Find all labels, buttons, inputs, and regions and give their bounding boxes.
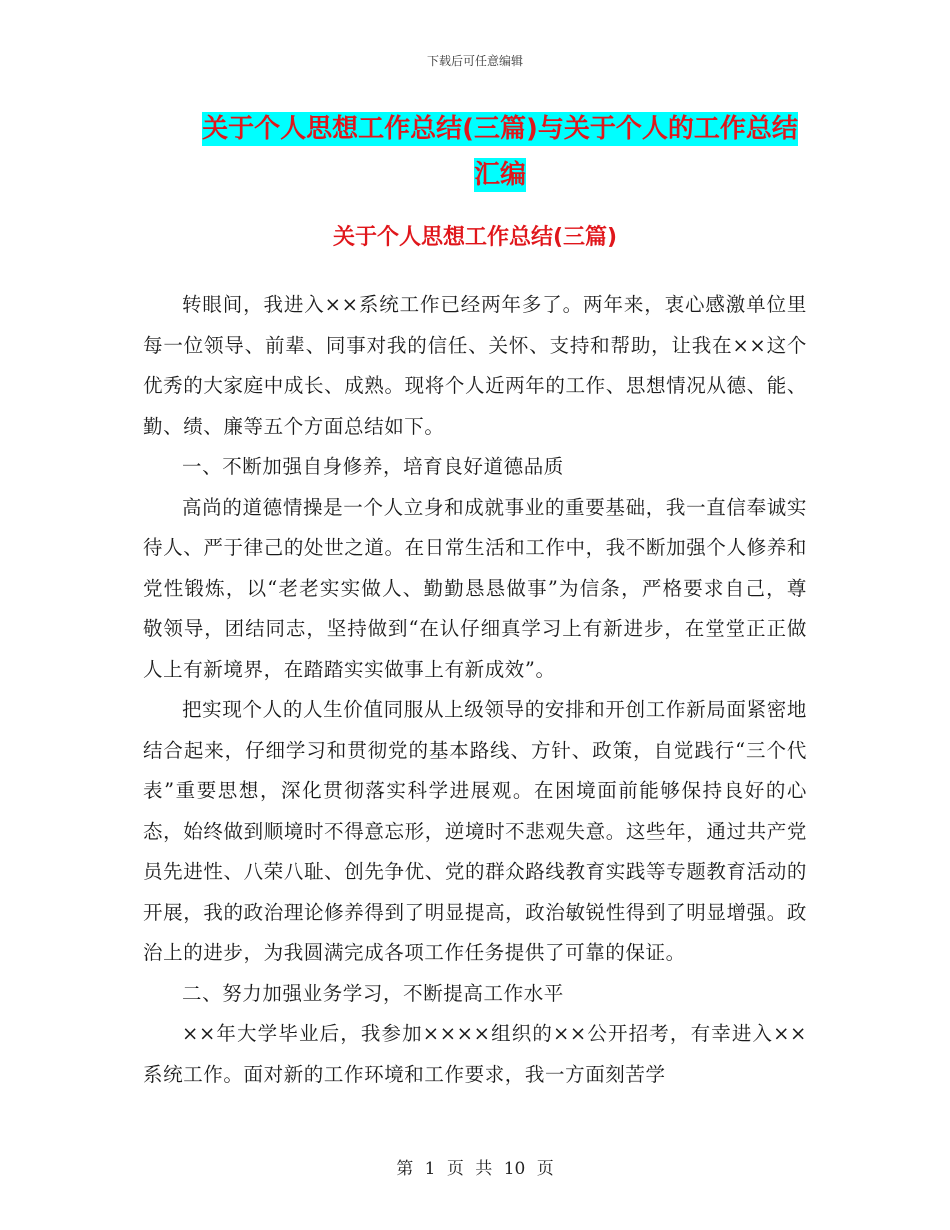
paragraph-study: ××年大学毕业后，我参加××××组织的××公开招考，有幸进入××系统工作。面对新的工作环境和工作要求，我一方面刻苦学 [143, 1022, 807, 1086]
document-main-title [140, 106, 860, 198]
document-body [143, 285, 807, 1095]
section-title: 关于个人思想工作总结(三篇) [332, 225, 618, 250]
page-footer: 第 1 页 共 10 页 [396, 1159, 554, 1179]
header-note: 下载后可任意编辑 [426, 54, 523, 68]
heading-section-1: 一、不断加强自身修养，培育良好道德品质 [182, 455, 564, 478]
paragraph-morality: 高尚的道德情操是一个人立身和成就事业的重要基础，我一直信奉诚实待人、严于律己的处世之道。在日常生活和工作中，我不断加强个人修养和党性锻炼，以“老老实实做人、勤勤恳恳做事”为信条，严格要求自己，尊敬领导，团结同志，坚持做到“在认仔细真学习上有新进步，在堂堂正正做人上有新境界，在踏踏实实做事上有新成效”。 [143, 495, 807, 681]
paragraph-politics: 把实现个人的人生价值同服从上级领导的安排和开创工作新局面紧密地结合起来，仔细学习和贯彻党的基本路线、方针、政策，自觉践行“三个代表”重要思想，深化贯彻落实科学进展观。在困境面前能够保持良好的心态，始终做到顺境时不得意忘形，逆境时不悲观失意。这些年，通过共产党员先进性、八荣八耻、创先争优、党的群众路线教育实践等专题教育活动的开展，我的政治理论修养得到了明显提高，政治敏锐性得到了明显增强。政治上的进步，为我圆满完成各项工作任务提供了可靠的保证。 [143, 698, 807, 964]
main-title-line-2: 汇编 [473, 160, 526, 190]
heading-section-2: 二、努力加强业务学习，不断提高工作水平 [182, 981, 564, 1005]
main-title-line-1: 关于个人思想工作总结(三篇)与关于个人的工作总结 [202, 114, 798, 144]
paragraph-intro: 转眼间，我进入××系统工作已经两年多了。两年来，衷心感激单位里每一位领导、前辈、同事对我的信任、关怀、支持和帮助，让我在××这个优秀的大家庭中成长、成熟。现将个人近两年的工作、思想情况从德、能、勤、绩、廉等五个方面总结如下。 [143, 293, 807, 438]
